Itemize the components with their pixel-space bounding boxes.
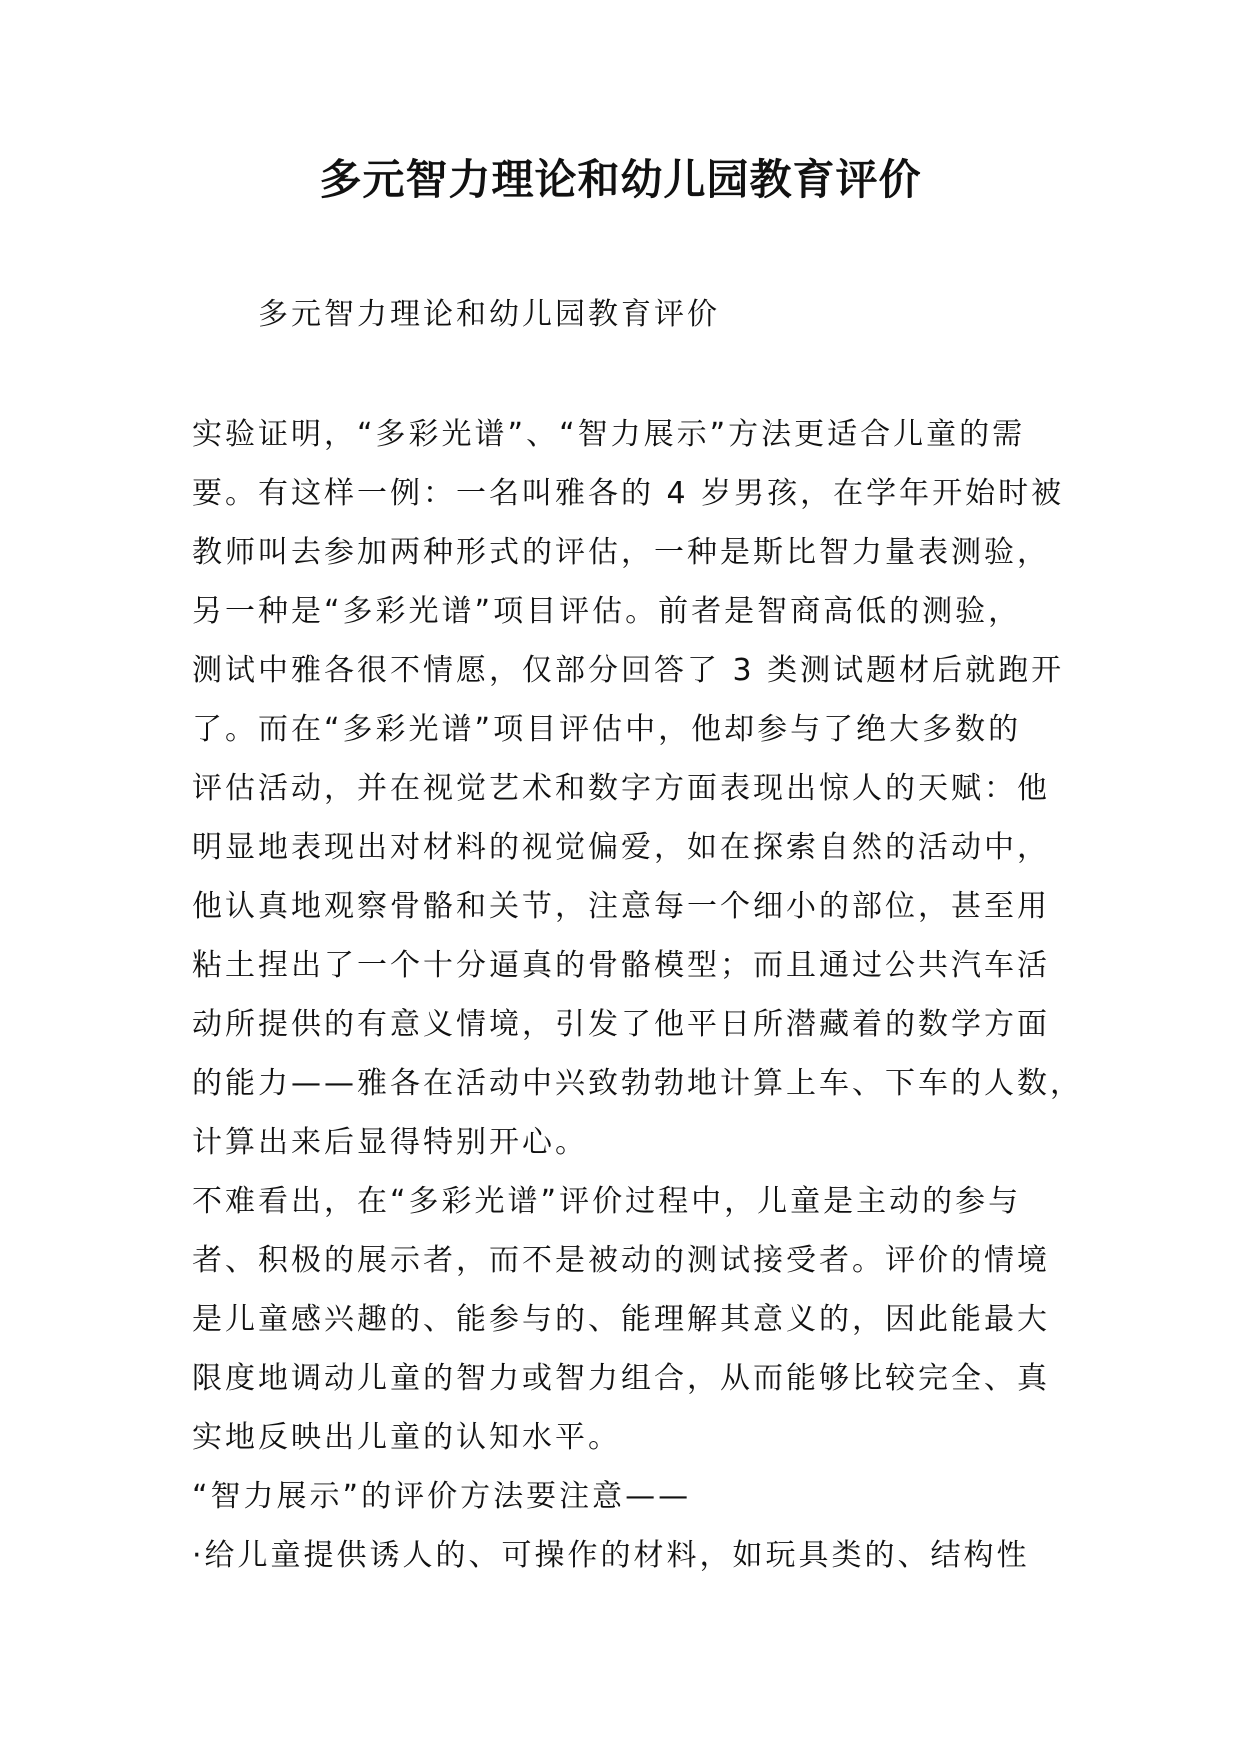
text-line: 的能力——雅各在活动中兴致勃勃地计算上车、下车的人数， — [192, 1066, 1083, 1101]
text-line: 实验证明，“多彩光谱”、“智力展示”方法更适合儿童的需 — [192, 417, 1026, 452]
text-line: 评估活动，并在视觉艺术和数字方面表现出惊人的天赋：他 — [192, 771, 1050, 806]
text-line: ·给儿童提供诱人的、可操作的材料，如玩具类的、结构性 — [192, 1538, 1030, 1573]
document-subtitle: 多元智力理论和幼儿园教育评价 — [258, 297, 720, 332]
text-line: 动所提供的有意义情境，引发了他平日所潜藏着的数学方面 — [192, 1007, 1050, 1042]
text-line: 是儿童感兴趣的、能参与的、能理解其意义的，因此能最大 — [192, 1302, 1050, 1337]
text-line: 了。而在“多彩光谱”项目评估中，他却参与了绝大多数的 — [192, 712, 1022, 747]
text-line: 要。有这样一例：一名叫雅各的 4 岁男孩，在学年开始时被 — [192, 476, 1065, 511]
text-line: 实地反映出儿童的认知水平。 — [192, 1420, 621, 1455]
text-line: “智力展示”的评价方法要注意—— — [192, 1479, 692, 1514]
text-line: 者、积极的展示者，而不是被动的测试接受者。评价的情境 — [192, 1243, 1050, 1278]
text-line: 粘土捏出了一个十分逼真的骨骼模型；而且通过公共汽车活 — [192, 948, 1050, 983]
text-line: 教师叫去参加两种形式的评估，一种是斯比智力量表测验， — [192, 535, 1050, 570]
text-line: 他认真地观察骨骼和关节，注意每一个细小的部位，甚至用 — [192, 889, 1050, 924]
text-line: 限度地调动儿童的智力或智力组合，从而能够比较完全、真 — [192, 1361, 1050, 1396]
text-line: 测试中雅各很不情愿，仅部分回答了 3 类测试题材后就跑开 — [192, 653, 1065, 688]
text-line: 不难看出，在“多彩光谱”评价过程中，儿童是主动的参与 — [192, 1184, 1022, 1219]
text-line: 明显地表现出对材料的视觉偏爱，如在探索自然的活动中， — [192, 830, 1050, 865]
text-line: 另一种是“多彩光谱”项目评估。前者是智商高低的测验， — [192, 594, 1022, 629]
text-line: 计算出来后显得特别开心。 — [192, 1125, 588, 1160]
document-title: 多元智力理论和幼儿园教育评价 — [319, 155, 922, 204]
body-text — [192, 405, 1083, 1585]
